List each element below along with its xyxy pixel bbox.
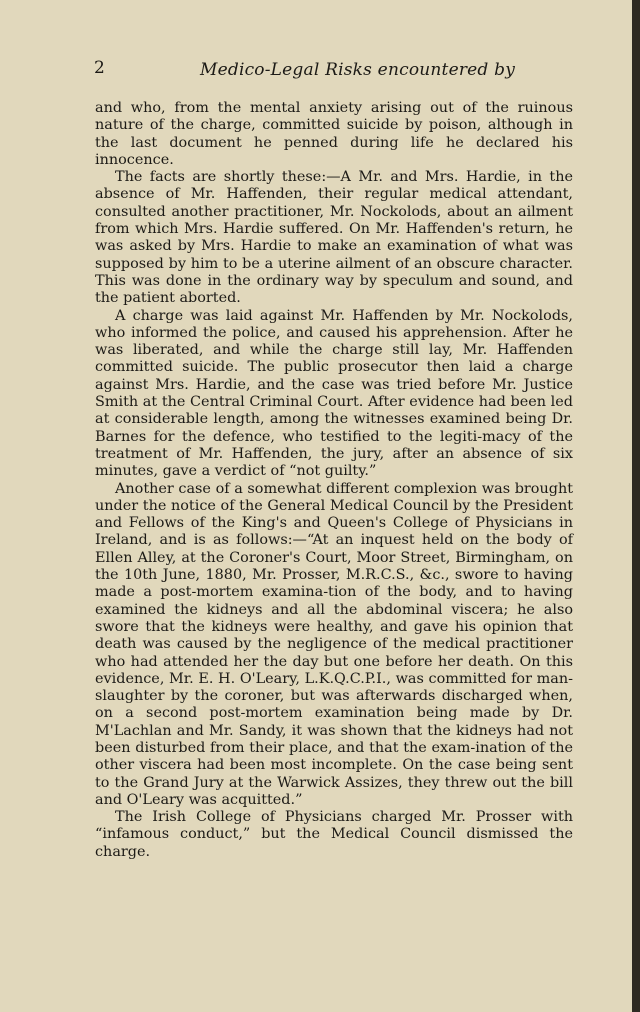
page-number: 2 [94, 58, 105, 78]
paragraph: and who, from the mental anxiety arising out of the ruinous nature of the charge, committed suicide by poison, although in the last document he penned during life he declared his innocence. [95, 100, 573, 168]
paragraph: A charge was laid against Mr. Haffenden by Mr. Nockolods, who informed the police, and caused his apprehension. After he was liberated, and while the charge still lay, Mr. Haffenden committed suicide. The public prosecutor then laid a charge against Mrs. Hardie, and the case was tried before Mr. Justice Smith at the Central Criminal Court. After evidence had been led at considerable length, among the witnesses examined being Dr. Barnes for the defence, who testified to the legiti-macy of the treatment of Mr. Haffenden, the jury, after an absence of six minutes, gave a verdict of “not guilty.” [95, 307, 573, 480]
body-text [95, 100, 573, 861]
paragraph: The facts are shortly these:—A Mr. and Mrs. Hardie, in the absence of Mr. Haffenden, their regular medical attendant, consulted another practitioner, Mr. Nockolods, about an ailment from which Mrs. Hardie suffered. On Mr. Haffenden's return, he was asked by Mrs. Hardie to make an examination of what was supposed by him to be a uterine ailment of an obscure character. This was done in the ordinary way by speculum and sound, and the patient aborted. [95, 169, 573, 307]
paragraph: Another case of a somewhat different complexion was brought under the notice of the General Medical Council by the President and Fellows of the King's and Queen's College of Physicians in Ireland, and is as follows:—“At an inquest held on the body of Ellen Alley, at the Coroner's Court, Moor Street, Birmingham, on the 10th June, 1880, Mr. Prosser, M.R.C.S., &c., swore to having made a post-mortem examina-tion of the body, and to having examined the kidneys and all the abdominal viscera; he also swore that the kidneys were healthy, and gave his opinion that death was caused by the negligence of the medical practitioner who had attended her the day but one before her death. On this evidence, Mr. E. H. O'Leary, L.K.Q.C.P.I., was committed for man-slaughter by the coroner, but was afterwards discharged when, on a second post-mortem examination being made by Dr. M'Lachlan and Mr. Sandy, it was shown that the kidneys had not been disturbed from their place, and that the exam-ination of the other viscera had been most incomplete. On the case being sent to the Grand Jury at the Warwick Assizes, they threw out the bill and O'Leary was acquitted.” [95, 480, 573, 808]
page-edge [632, 0, 640, 1012]
paragraph: The Irish College of Physicians charged Mr. Prosser with “infamous conduct,” but the Medical Council dismissed the charge. [95, 809, 573, 860]
page-header [94, 58, 574, 84]
running-head: Medico-Legal Risks encountered by [200, 60, 515, 80]
